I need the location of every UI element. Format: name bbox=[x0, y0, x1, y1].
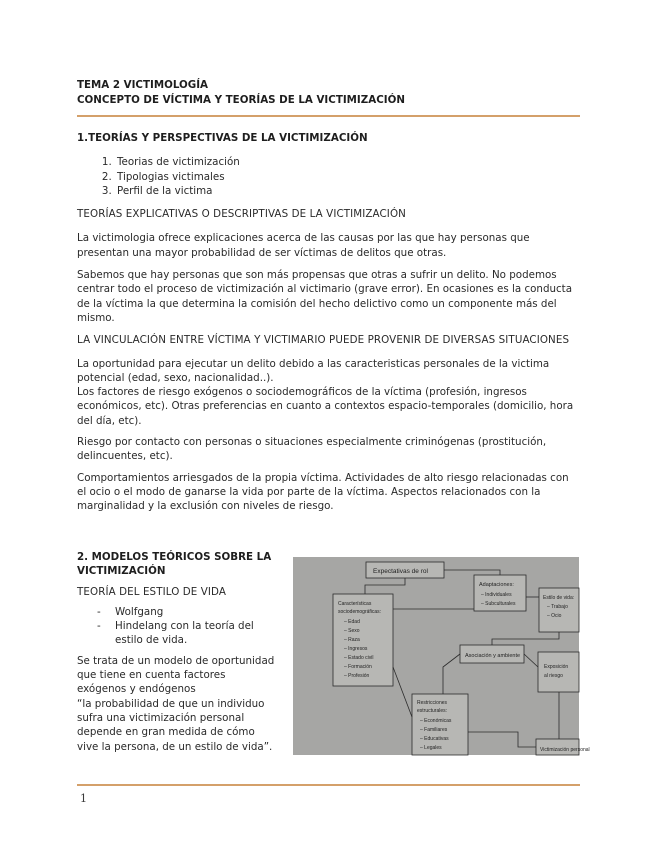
svg-text:– Educativas: – Educativas bbox=[420, 736, 449, 742]
subheading-explicativas: TEORÍAS EXPLICATIVAS O DESCRIPTIVAS DE LA VICTIMIZACIÓN bbox=[77, 208, 406, 221]
box-adaptations bbox=[474, 575, 526, 611]
section-1 bbox=[77, 131, 580, 514]
document-title-line1: TEMA 2 VICTIMOLOGÍA bbox=[77, 79, 209, 91]
list-item: - Hindelang con la teoría del bbox=[97, 620, 254, 633]
box-risk-exposure bbox=[538, 652, 579, 692]
svg-text:Victimización personal: Victimización personal bbox=[540, 747, 590, 753]
box-sociodemographics bbox=[333, 594, 393, 686]
svg-text:– Familiares: – Familiares bbox=[420, 727, 448, 733]
svg-text:– Raza: – Raza bbox=[344, 637, 360, 643]
paragraph-line: exógenos y endógenos bbox=[77, 683, 196, 696]
svg-text:Características: Características bbox=[338, 601, 372, 607]
page-content bbox=[77, 78, 580, 107]
svg-text:estructurales:: estructurales: bbox=[417, 708, 448, 714]
paragraph: La oportunidad para ejecutar un delito debido a las caracteristicas personales de la victima potencial (edad, sexo, nacionalidad..). bbox=[77, 357, 550, 384]
paragraph: Comportamientos arriesgados de la propia víctima. Actividades de alto riesgo relacionadas con el ocio o el modo de ganarse la vida por parte de la víctima. Aspectos relacionados con la marginalidad y la exclusión con niveles de riesgo. bbox=[77, 471, 569, 513]
svg-text:– Económicas: – Económicas bbox=[420, 718, 452, 724]
paragraph: Los factores de riesgo exógenos o sociodemográficos de la víctima (profesión, ingresos económicos, etc). Otras preferencias en cuanto a contextos espacio-temporales (domicilio, hora del día, etc). bbox=[77, 386, 574, 427]
paragraph-line: “la probabilidad de que un individuo bbox=[77, 697, 265, 710]
svg-text:Estilo de vida:: Estilo de vida: bbox=[543, 595, 575, 601]
svg-text:– Profesión: – Profesión bbox=[344, 673, 370, 679]
footer-divider bbox=[77, 784, 580, 786]
section-2-title-line2: VICTIMIZACIÓN bbox=[77, 565, 166, 578]
authors-list bbox=[77, 605, 289, 648]
paragraph-line: depende en gran medida de cómo bbox=[77, 726, 255, 739]
box-personal-victimization bbox=[536, 739, 590, 755]
page-number: 1 bbox=[80, 792, 87, 805]
paragraph: Sabemos que hay personas que son más propensas que otras a sufrir un delito. No podemos centrar todo el proceso de victimización al victimario (grave error). En ocasiones es la conducta de la víctima la que determina la comisión del hecho delictivo como un componente más del mismo. bbox=[77, 269, 573, 324]
svg-text:– Individuales: – Individuales bbox=[481, 592, 512, 598]
list-item: 1. Teorias de victimización bbox=[115, 155, 580, 169]
svg-text:– Trabajo: – Trabajo bbox=[547, 604, 568, 610]
list-item: 2. Tipologias victimales bbox=[115, 170, 580, 184]
svg-text:Expectativas de rol: Expectativas de rol bbox=[373, 568, 428, 575]
svg-text:Exposición: Exposición bbox=[544, 664, 569, 670]
box-role-expectations bbox=[366, 562, 444, 578]
paragraph-line: vive la persona, de un estilo de vida”. bbox=[77, 740, 273, 753]
svg-text:– Estado civil: – Estado civil bbox=[344, 655, 374, 661]
section-2 bbox=[77, 550, 289, 754]
box-association-environment bbox=[460, 645, 524, 663]
list-item: 3. Perfil de la victima bbox=[115, 184, 580, 198]
section-1-title: 1.TEORÍAS Y PERSPECTIVAS DE LA VICTIMIZACIÓN bbox=[77, 132, 368, 144]
paragraph: La victimologia ofrece explicaciones acerca de las causas por las que hay personas que presentan una mayor probabilidad de ser víctimas de delitos que otras. bbox=[77, 232, 530, 259]
list-item: - Wolfgang bbox=[97, 605, 164, 618]
svg-text:Adaptaciones:: Adaptaciones: bbox=[479, 582, 514, 588]
svg-text:– Subculturales: – Subculturales bbox=[481, 601, 516, 607]
lifestyle-model-diagram bbox=[293, 557, 590, 755]
list-item: estilo de vida. bbox=[115, 634, 188, 647]
svg-text:sociodemográficas:: sociodemográficas: bbox=[338, 609, 382, 615]
section-2-title-line1: 2. MODELOS TEÓRICOS SOBRE LA bbox=[77, 551, 272, 563]
header-divider bbox=[77, 115, 580, 117]
subheading-vinculacion: LA VINCULACIÓN ENTRE VÍCTIMA Y VICTIMARIO PUEDE PROVENIR DE DIVERSAS SITUACIONES bbox=[77, 334, 570, 347]
svg-text:– Sexo: – Sexo bbox=[344, 628, 360, 634]
svg-text:al riesgo: al riesgo bbox=[544, 673, 563, 679]
document-title-line2: CONCEPTO DE VÍCTIMA Y TEORÍAS DE LA VICTIMIZACIÓN bbox=[77, 93, 405, 106]
svg-text:– Formación: – Formación bbox=[344, 664, 372, 670]
paragraph-line: que tiene en cuenta factores bbox=[77, 669, 226, 682]
svg-text:– Legales: – Legales bbox=[420, 745, 442, 751]
paragraph: Riesgo por contacto con personas o situaciones especialmente criminógenas (prostitución, delincuentes, etc). bbox=[77, 436, 547, 463]
svg-text:– Edad: – Edad bbox=[344, 619, 360, 625]
paragraph-line: sufra una victimización personal bbox=[77, 711, 245, 724]
svg-text:Asociación y ambiente: Asociación y ambiente bbox=[465, 653, 521, 659]
svg-text:– Ingresos: – Ingresos bbox=[344, 646, 368, 652]
lifestyle-paragraph bbox=[77, 654, 289, 754]
section-1-list bbox=[77, 155, 580, 198]
paragraph-line: Se trata de un modelo de oportunidad bbox=[77, 654, 275, 667]
box-structural-restrictions bbox=[412, 694, 468, 755]
box-lifestyle bbox=[539, 588, 579, 632]
subheading-estilo-de-vida: TEORÍA DEL ESTILO DE VIDA bbox=[77, 585, 227, 598]
svg-text:– Ocio: – Ocio bbox=[547, 613, 562, 619]
svg-text:Restricciones: Restricciones bbox=[417, 700, 448, 706]
